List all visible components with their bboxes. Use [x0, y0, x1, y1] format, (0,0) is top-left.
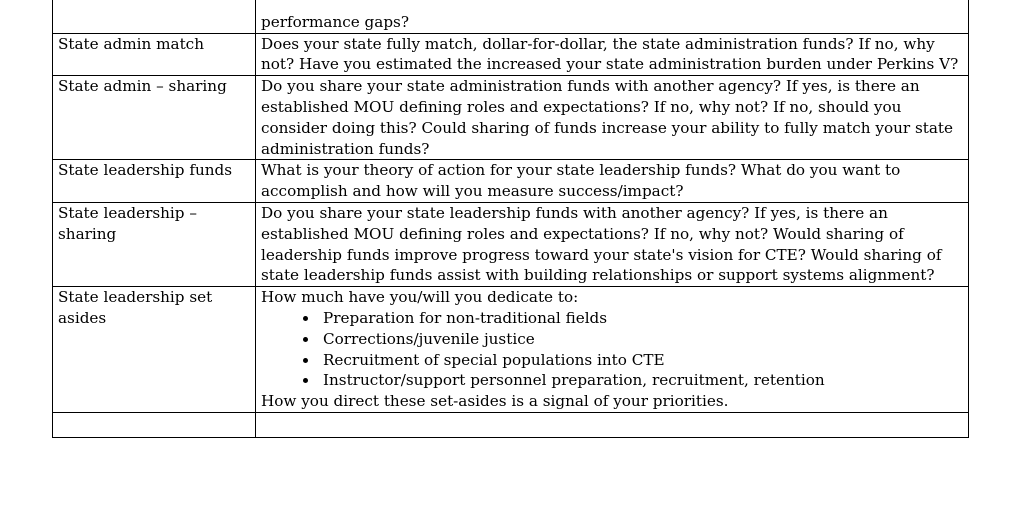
question-text: performance gaps?: [261, 12, 409, 31]
question-cell: Does your state fully match, dollar-for-dollar, the state administration funds? If no, why not? Have you estimated the increased your state administration burden under Perkins V?: [256, 33, 969, 76]
topic-cell: State leadership funds: [53, 160, 256, 203]
list-item: • Recruitment of special populations into CTE: [319, 350, 964, 371]
set-asides-closing: How you direct these set-asides is a signal of your priorities.: [261, 392, 729, 411]
list-item: • Preparation for non-traditional fields: [319, 308, 964, 329]
question-continuation: [261, 0, 964, 12]
question-cell: What is your theory of action for your state leadership funds? What do you want to accomplish and how will you measure success/impact?: [256, 160, 969, 203]
question-cell: [256, 287, 969, 413]
list-item: • Instructor/support personnel preparation, recruitment, retention: [319, 370, 964, 391]
table-row: [53, 76, 969, 160]
questions-table: [52, 0, 969, 438]
table-row: [53, 202, 969, 286]
topic-cell: [53, 0, 256, 33]
topic-cell: State admin – sharing: [53, 76, 256, 160]
table-row-set-asides: [53, 287, 969, 413]
topic-cell: State leadership – sharing: [53, 202, 256, 286]
table-row: [53, 0, 969, 33]
topic-cell: State admin match: [53, 33, 256, 76]
table-row: [53, 160, 969, 203]
set-asides-intro: How much have you/will you dedicate to:: [261, 288, 579, 307]
list-item: • Corrections/juvenile justice: [319, 329, 964, 350]
table-row: [53, 412, 969, 437]
question-cell: [256, 0, 969, 33]
question-cell: Do you share your state leadership funds with another agency? If yes, is there an established MOU defining roles and expectations? If no, why not? Would sharing of leadership funds improve progress toward your state's vision for CTE? Would sharing of state leadership funds assist with building relationships or support systems alignment?: [256, 202, 969, 286]
table-row: [53, 33, 969, 76]
question-cell: Do you share your state administration funds with another agency? If yes, is there an established MOU defining roles and expectations? If no, why not? If no, should you consider doing this? Could sharing of funds increase your ability to fully match your state administration funds?: [256, 76, 969, 160]
question-cell: [256, 412, 969, 437]
set-asides-list: [261, 308, 964, 391]
topic-cell: [53, 412, 256, 437]
topic-cell: State leadership set asides: [53, 287, 256, 413]
